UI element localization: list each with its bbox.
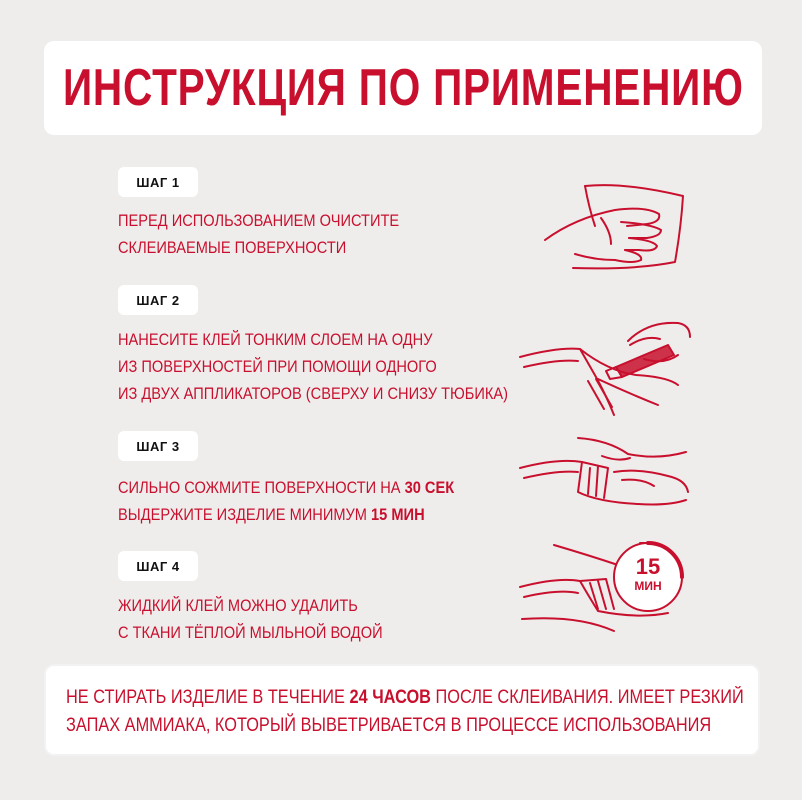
step-3-duration-press: 30 СЕК xyxy=(404,478,455,497)
notice-duration: 24 ЧАСОВ xyxy=(349,687,431,708)
step-2-text xyxy=(118,326,508,407)
title-card xyxy=(44,41,762,135)
step-2-line-1: НАНЕСИТЕ КЛЕЙ ТОНКИМ СЛОЕМ НА ОДНУ xyxy=(118,330,433,349)
step-2-line-3: ИЗ ДВУХ АППЛИКАТОРОВ (СВЕРХУ И СНИЗУ ТЮБИКА) xyxy=(118,384,509,403)
hand-applying-glue-icon xyxy=(518,315,693,420)
step-3-line-2-text: ВЫДЕРЖИТЕ ИЗДЕЛИЕ МИНИМУМ xyxy=(118,505,372,524)
hand-wiping-cloth-icon xyxy=(535,178,695,278)
step-2-line-2: ИЗ ПОВЕРХНОСТЕЙ ПРИ ПОМОЩИ ОДНОГО xyxy=(118,357,437,376)
step-2-badge: ШАГ 2 xyxy=(118,285,198,315)
step-1-line-2: СКЛЕИВАЕМЫЕ ПОВЕРХНОСТИ xyxy=(118,238,347,257)
step-3-line-1 xyxy=(118,474,454,501)
notice-line-1-pre: НЕ СТИРАТЬ ИЗДЕЛИЕ В ТЕЧЕНИЕ xyxy=(66,687,350,708)
step-1-text xyxy=(118,207,399,261)
notice-text xyxy=(66,684,744,740)
step-3-line-1-text: СИЛЬНО СОЖМИТЕ ПОВЕРХНОСТИ НА xyxy=(118,478,405,497)
step-3-text xyxy=(118,474,454,528)
step-1-badge: ШАГ 1 xyxy=(118,167,198,197)
step-4-badge: ШАГ 4 xyxy=(118,551,198,581)
step-3-line-2 xyxy=(118,501,454,528)
page-title: ИНСТРУКЦИЯ ПО ПРИМЕНЕНИЮ xyxy=(62,59,744,117)
timer-fabric-icon xyxy=(518,535,698,645)
timer-label xyxy=(614,556,682,592)
step-3-duration-hold: 15 МИН xyxy=(371,505,425,524)
step-1-line-1: ПЕРЕД ИСПОЛЬЗОВАНИЕМ ОЧИСТИТЕ xyxy=(118,211,400,230)
timer-unit: МИН xyxy=(634,579,662,593)
notice-line-1 xyxy=(66,684,744,712)
step-4-line-2: С ТКАНИ ТЁПЛОЙ МЫЛЬНОЙ ВОДОЙ xyxy=(118,623,383,642)
timer-value: 15 xyxy=(635,554,661,579)
notice-line-2: ЗАПАХ АММИАКА, КОТОРЫЙ ВЫВЕТРИВАЕТСЯ В ПРОЦЕССЕ ИСПОЛЬЗОВАНИЯ xyxy=(66,715,712,736)
step-4-text xyxy=(118,592,383,646)
notice-card xyxy=(44,664,760,756)
step-4-line-1: ЖИДКИЙ КЛЕЙ МОЖНО УДАЛИТЬ xyxy=(118,596,358,615)
hands-pressing-fabric-icon xyxy=(518,432,693,512)
notice-line-1-post: ПОСЛЕ СКЛЕИВАНИЯ. ИМЕЕТ РЕЗКИЙ xyxy=(430,687,744,708)
step-3-badge: ШАГ 3 xyxy=(118,431,198,461)
